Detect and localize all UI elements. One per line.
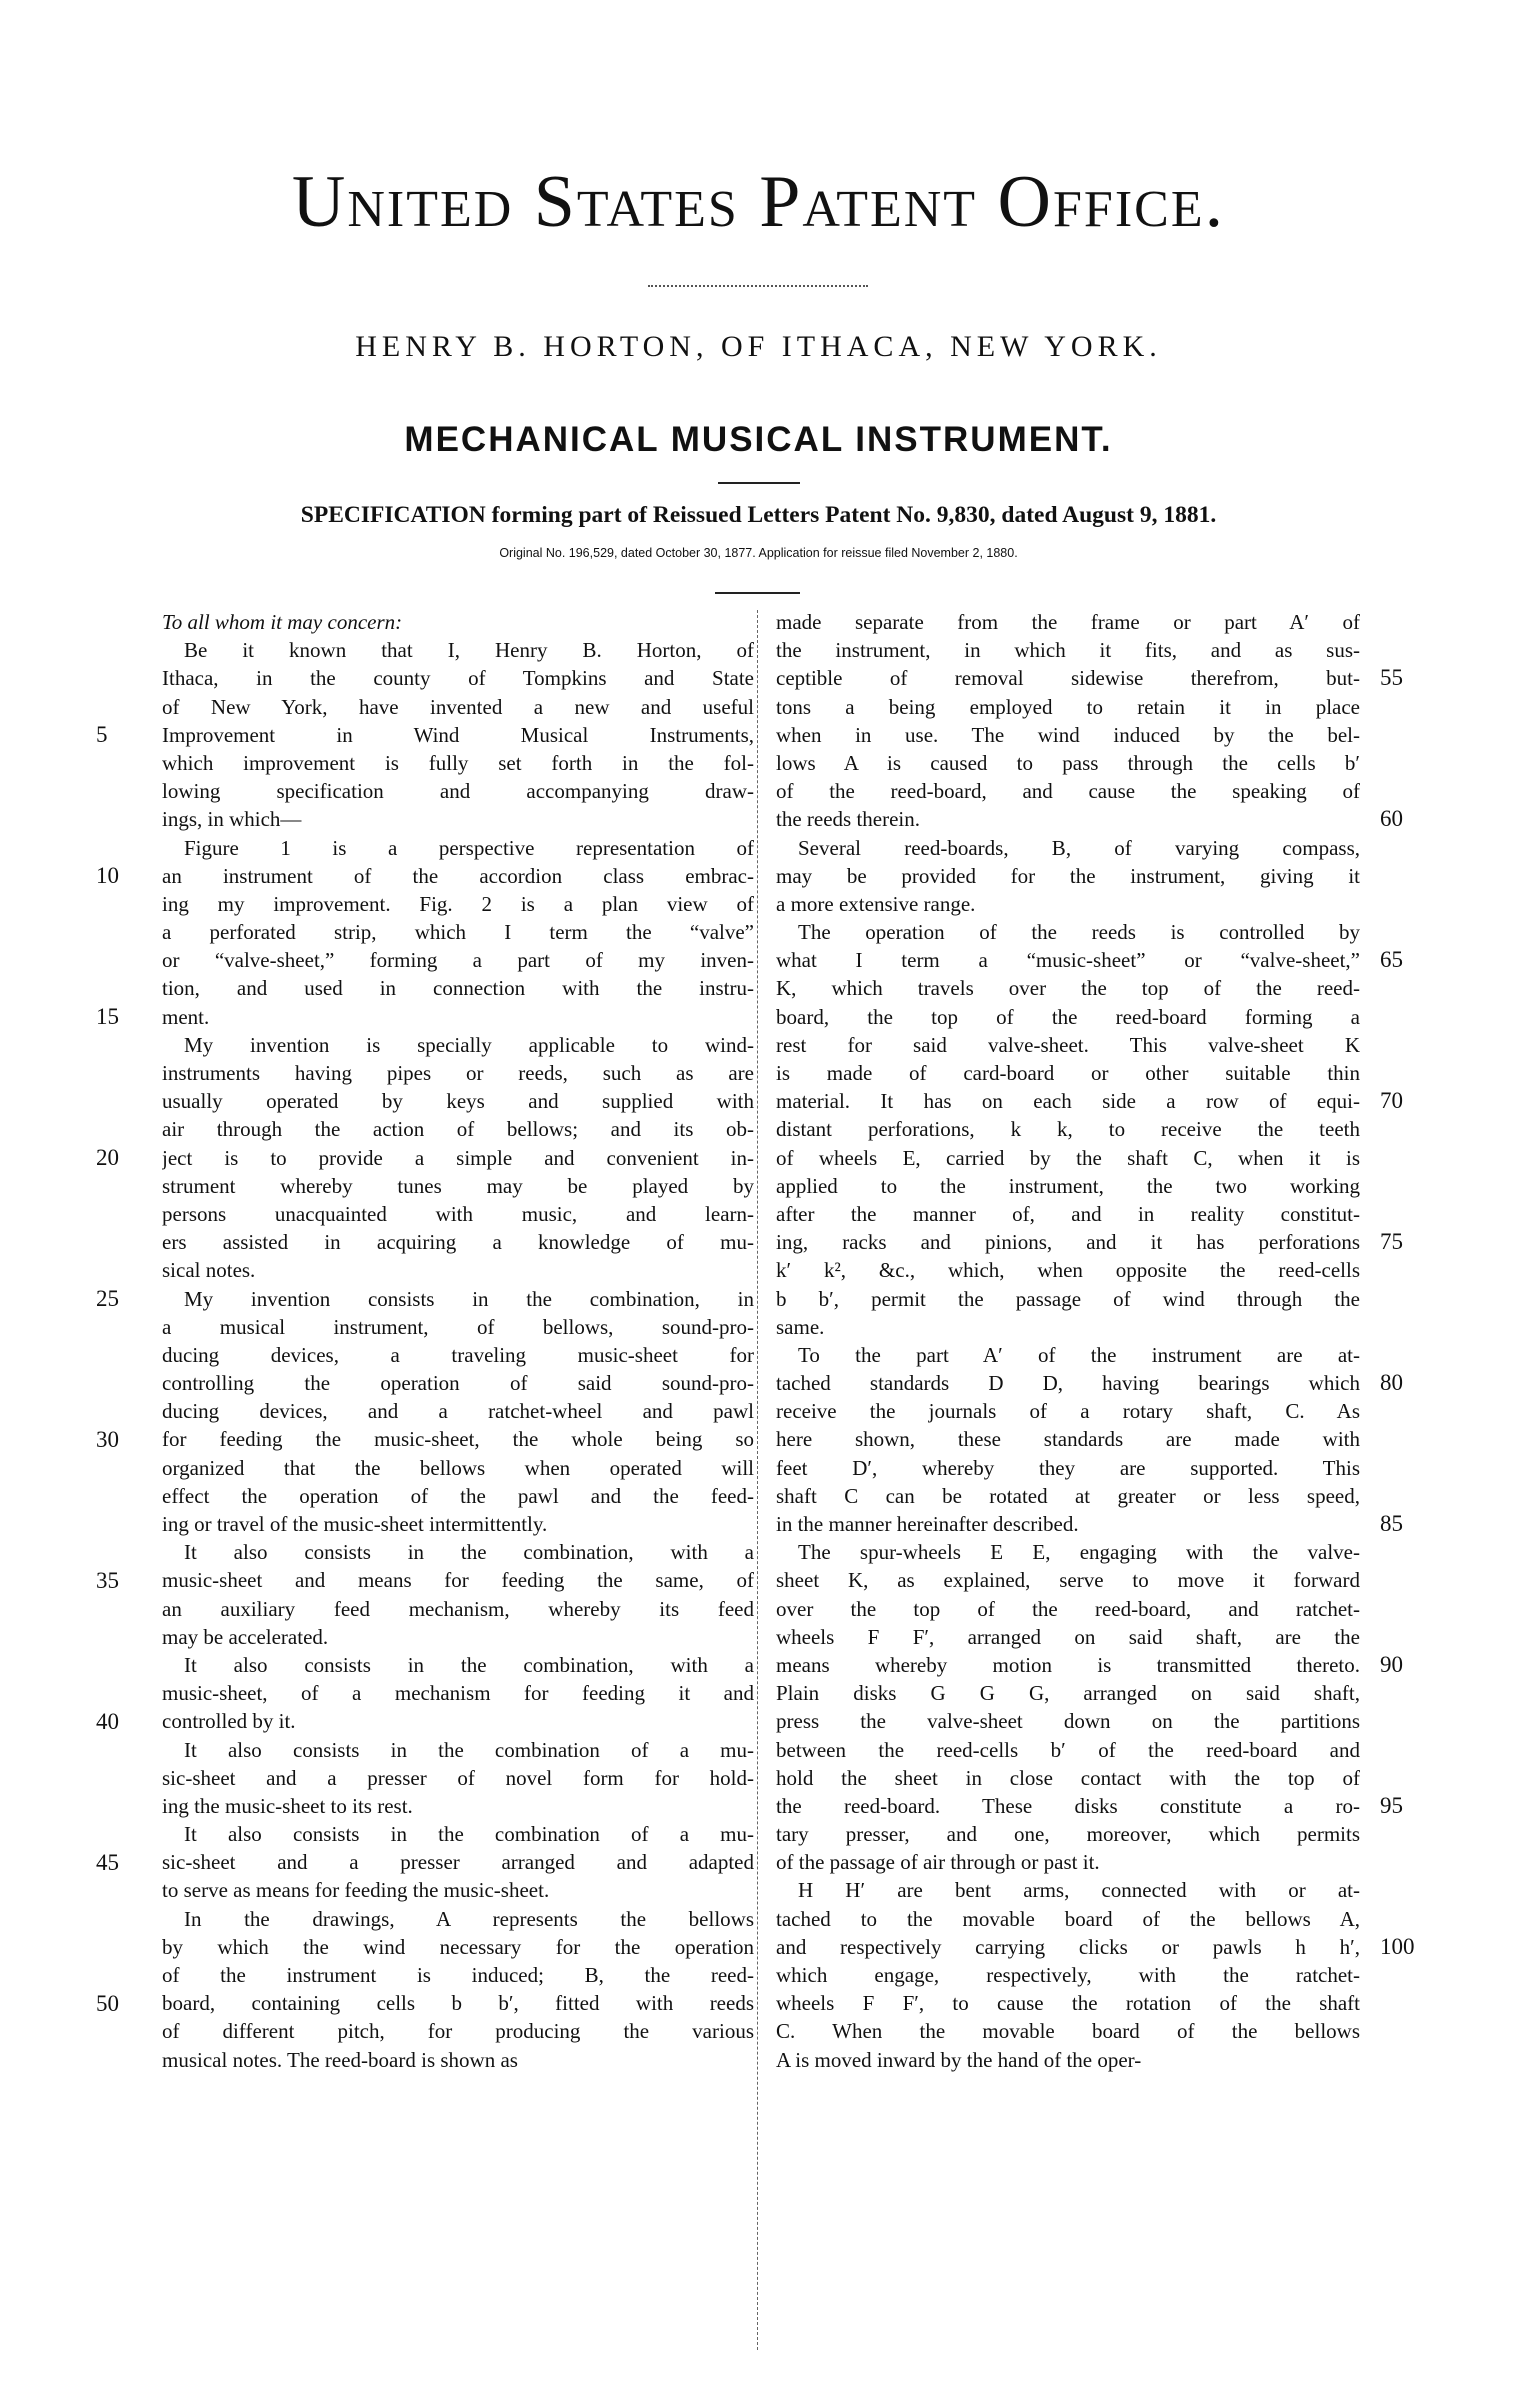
text-line: sheet K, as explained, serve to move it forward [776, 1568, 1360, 1593]
text-line: air through the action of bellows; and its ob- [162, 1117, 754, 1142]
text-line: A is moved inward by the hand of the oper- [776, 2047, 1142, 2072]
text-line: when in use. The wind induced by the bel- [776, 722, 1360, 747]
text-line: tion, and used in connection with the instru- [162, 976, 754, 1001]
text-line: sic-sheet and a presser of novel form for hold- [162, 1765, 754, 1790]
text-line: controlling the operation of said sound-pro- [162, 1371, 754, 1396]
text-line: the reeds therein. [776, 807, 921, 832]
text-line: music-sheet, of a mechanism for feeding it and [162, 1681, 754, 1706]
text-line: tached to the movable board of the bellows A, [776, 1906, 1360, 1931]
text-line: board, the top of the reed-board forming a [776, 1004, 1360, 1029]
text-line: ing, racks and pinions, and it has perforations [776, 1230, 1360, 1255]
line-number: 80 [1380, 1370, 1403, 1396]
text-line: ject is to provide a simple and convenient in- [162, 1145, 754, 1170]
text-line: In the drawings, A represents the bellows [184, 1906, 754, 1931]
text-line: in the manner hereinafter described. [776, 1512, 1079, 1536]
right-column [776, 608, 1360, 2074]
specification-line: SPECIFICATION forming part of Reissued Letters Patent No. 9,830, dated August 9, 1881. [300, 502, 1217, 528]
text-line: feet D′, whereby they are supported. This [776, 1455, 1360, 1480]
text-line: an auxiliary feed mechanism, whereby its feed [162, 1596, 754, 1621]
text-line: Several reed-boards, B, of varying compass, [798, 835, 1360, 860]
text-line: It also consists in the combination, with a [184, 1652, 754, 1677]
text-line: usually operated by keys and supplied with [162, 1089, 754, 1114]
office-title: United States Patent Office. [291, 161, 1226, 243]
text-line: of the instrument is induced; B, the reed- [162, 1963, 754, 1987]
header-rule [715, 592, 800, 594]
text-line: k′ k², &c., which, when opposite the reed-cells [776, 1258, 1360, 1283]
original-application-line: Original No. 196,529, dated October 30, 1877. Application for reissue filed November 2, 1880. [499, 546, 1018, 560]
line-number: 10 [96, 862, 119, 888]
text-line: a perforated strip, which I term the “valve” [162, 920, 754, 945]
text-line: sical notes. [162, 1258, 256, 1283]
text-line: an instrument of the accordion class embrac- [162, 863, 754, 888]
text-line: and respectively carrying clicks or pawls h h′, [776, 1934, 1360, 1959]
text-line: ing or travel of the music-sheet intermittently. [162, 1512, 548, 1536]
text-line: effect the operation of the pawl and the feed- [162, 1483, 754, 1508]
text-line: ment. [162, 1004, 210, 1029]
line-number: 85 [1380, 1511, 1403, 1537]
text-line: for feeding the music-sheet, the whole being so [162, 1427, 754, 1452]
line-number: 40 [96, 1708, 119, 1734]
text-line: H H′ are bent arms, connected with or at- [798, 1878, 1360, 1903]
text-line: It also consists in the combination of a mu- [184, 1822, 754, 1847]
text-line: ing the music-sheet to its rest. [162, 1793, 413, 1818]
text-line: ers assisted in acquiring a knowledge of mu- [162, 1230, 754, 1255]
text-line: which improvement is fully set forth in the fol- [162, 750, 754, 775]
text-line: b b′, permit the passage of wind through the [776, 1286, 1360, 1311]
text-line: distant perforations, k k, to receive the teeth [776, 1117, 1360, 1142]
text-line: may be accelerated. [162, 1624, 329, 1649]
line-number: 30 [96, 1426, 119, 1452]
text-line: musical notes. The reed-board is shown as [162, 2047, 518, 2072]
text-line: ducing devices, and a ratchet-wheel and pawl [162, 1399, 754, 1424]
text-line: applied to the instrument, the two working [776, 1173, 1360, 1198]
line-number: 20 [96, 1144, 119, 1170]
text-line: receive the journals of a rotary shaft, C. As [776, 1399, 1360, 1424]
line-number: 55 [1380, 665, 1403, 691]
text-line: same. [776, 1314, 825, 1339]
text-line: of the passage of air through or past it. [776, 1850, 1100, 1875]
text-line: the instrument, in which it fits, and as sus- [776, 638, 1360, 663]
text-line: instruments having pipes or reeds, such as are [162, 1061, 754, 1085]
text-line: to serve as means for feeding the music-sheet. [162, 1878, 550, 1903]
text-line: hold the sheet in close contact with the top of [776, 1765, 1360, 1790]
title-rule [718, 482, 800, 484]
line-number: 100 [1380, 1934, 1415, 1960]
text-line: strument whereby tunes may be played by [162, 1173, 754, 1198]
text-line: or “valve-sheet,” forming a part of my inven- [162, 948, 754, 973]
line-number: 60 [1380, 806, 1403, 832]
text-line: of different pitch, for producing the various [162, 2019, 754, 2044]
text-line: is made of card-board or other suitable thin [776, 1061, 1360, 1085]
text-line: what I term a “music-sheet” or “valve-sheet,” [776, 948, 1360, 973]
inventor-line: HENRY B. HORTON, OF ITHACA, NEW YORK. [355, 330, 1162, 363]
text-line: a musical instrument, of bellows, sound-pro- [162, 1314, 754, 1339]
line-number: 15 [96, 1003, 119, 1029]
text-line: ceptible of removal sidewise therefrom, but- [776, 666, 1360, 691]
text-line: It also consists in the combination, with a [184, 1540, 754, 1565]
text-line: over the top of the reed-board, and ratchet- [776, 1596, 1360, 1621]
text-line: of New York, have invented a new and useful [162, 694, 754, 719]
text-line: Ithaca, in the county of Tompkins and State [162, 666, 754, 691]
text-line: material. It has on each side a row of equi- [776, 1089, 1360, 1114]
text-line: Figure 1 is a perspective representation of [184, 835, 754, 860]
text-line: of wheels E, carried by the shaft C, when it is [776, 1145, 1360, 1170]
text-line: press the valve-sheet down on the partitions [776, 1709, 1360, 1734]
text-line: controlled by it. [162, 1709, 296, 1734]
dotted-rule [648, 285, 868, 287]
text-line: tached standards D D, having bearings which [776, 1371, 1360, 1396]
line-number: 70 [1380, 1088, 1403, 1114]
text-line: shaft C can be rotated at greater or less speed, [776, 1483, 1360, 1508]
text-line: The spur-wheels E E, engaging with the valve- [798, 1540, 1360, 1565]
line-number: 5 [96, 721, 108, 747]
text-line: music-sheet and means for feeding the same, of [162, 1568, 754, 1593]
line-number: 75 [1380, 1229, 1403, 1255]
text-line: a more extensive range. [776, 891, 976, 916]
text-line: tons a being employed to retain it in place [776, 694, 1360, 719]
line-number: 35 [96, 1567, 119, 1593]
text-line: may be provided for the instrument, giving it [776, 863, 1360, 888]
text-line: My invention is specially applicable to wind- [184, 1032, 754, 1057]
column-divider [757, 610, 758, 2350]
text-line: after the manner of, and in reality constitut- [776, 1201, 1360, 1226]
line-number: 50 [96, 1990, 119, 2016]
text-line: wheels F F′, to cause the rotation of the shaft [776, 1991, 1360, 2016]
text-line: means whereby motion is transmitted thereto. [776, 1652, 1360, 1677]
text-line: of the reed-board, and cause the speaking of [776, 779, 1360, 804]
text-line: C. When the movable board of the bellows [776, 2019, 1360, 2044]
text-line: ings, in which— [162, 807, 302, 832]
text-line: K, which travels over the top of the reed- [776, 976, 1360, 1001]
text-line: Improvement in Wind Musical Instruments, [162, 722, 754, 747]
text-line: Be it known that I, Henry B. Horton, of [184, 638, 754, 663]
text-line: It also consists in the combination of a mu- [184, 1737, 754, 1762]
text-line: here shown, these standards are made with [776, 1427, 1360, 1452]
text-line: To all whom it may concern: [162, 610, 403, 634]
text-line: sic-sheet and a presser arranged and adapted [162, 1850, 754, 1875]
line-number: 65 [1380, 947, 1403, 973]
text-line: which engage, respectively, with the ratchet- [776, 1963, 1360, 1987]
line-number: 25 [96, 1285, 119, 1311]
line-number: 90 [1380, 1652, 1403, 1678]
text-line: organized that the bellows when operated will [162, 1455, 754, 1480]
text-line: tary presser, and one, moreover, which permits [776, 1822, 1360, 1847]
invention-title: MECHANICAL MUSICAL INSTRUMENT. [404, 420, 1113, 459]
line-number: 45 [96, 1849, 119, 1875]
text-line: ducing devices, a traveling music-sheet for [162, 1342, 754, 1367]
text-line: rest for said valve-sheet. This valve-sheet K [776, 1032, 1360, 1057]
text-line: between the reed-cells b′ of the reed-board and [776, 1737, 1360, 1762]
left-column [162, 608, 754, 2074]
text-line: board, containing cells b b′, fitted with reeds [162, 1991, 754, 2016]
text-line: the reed-board. These disks constitute a ro- [776, 1793, 1360, 1818]
text-line: lowing specification and accompanying draw- [162, 779, 754, 804]
text-line: My invention consists in the combination, in [184, 1286, 754, 1311]
line-number: 95 [1380, 1793, 1403, 1819]
text-line: ing my improvement. Fig. 2 is a plan view of [162, 891, 754, 916]
text-line: Plain disks G G G, arranged on said shaft, [776, 1681, 1360, 1706]
text-line: by which the wind necessary for the operation [162, 1934, 754, 1959]
text-line: To the part A′ of the instrument are at- [798, 1342, 1360, 1367]
text-line: made separate from the frame or part A′ of [776, 610, 1360, 634]
text-line: lows A is caused to pass through the cells b′ [776, 750, 1360, 775]
text-line: wheels F F′, arranged on said shaft, are the [776, 1624, 1360, 1649]
text-line: The operation of the reeds is controlled by [798, 920, 1360, 945]
text-line: persons unacquainted with music, and learn- [162, 1201, 754, 1226]
